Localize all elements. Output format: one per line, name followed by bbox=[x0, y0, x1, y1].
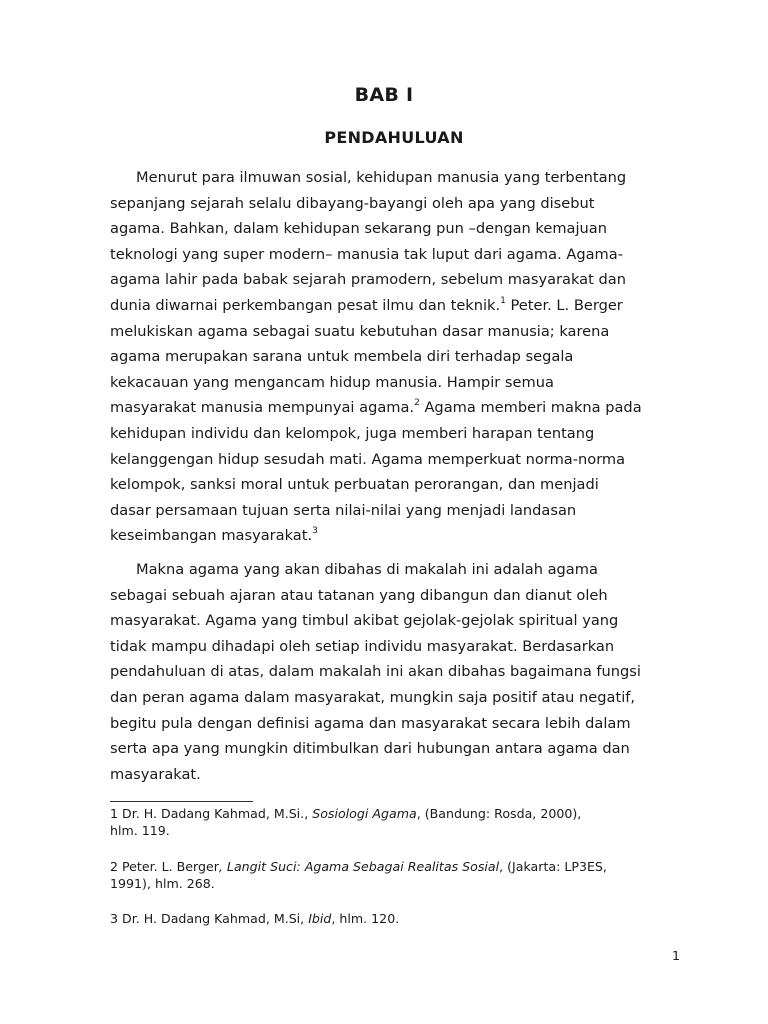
paragraph-line: melukiskan agama sebagai suatu kebutuhan dasar manusia; karena bbox=[110, 322, 610, 340]
paragraph-line: pendahuluan di atas, dalam makalah ini akan dibahas bagaimana fungsi bbox=[110, 663, 641, 681]
paragraph-line: agama merupakan sarana untuk membela diri terhadap segala bbox=[110, 348, 574, 366]
footnote-text: 2 Peter. L. Berger bbox=[110, 859, 219, 874]
paragraph-line: dan peran agama dalam masyarakat, mungkin saja positif atau negatif, bbox=[110, 688, 636, 706]
paragraph-line: masyarakat. Agama yang timbul akibat gejolak-gejolak spiritual yang bbox=[110, 612, 619, 630]
paragraph-line: teknologi yang super modern– manusia tak luput dari agama. Agama- bbox=[110, 245, 623, 263]
footnote-text: 3 Dr. H. Dadang Kahmad, M.Si, bbox=[110, 911, 309, 926]
paragraph-line: Menurut para ilmuwan sosial, kehidupan manusia yang terbentang bbox=[136, 169, 627, 186]
paragraph-line: kekacauan yang mengancam hidup manusia. Hampir semua bbox=[110, 373, 554, 391]
footnote-ref-1[interactable]: 1 bbox=[500, 296, 506, 307]
footnote-title: , Langit Suci: Agama Sebagai Realitas Sosial bbox=[218, 859, 500, 874]
paragraph-line bbox=[110, 293, 680, 319]
paragraph-2 bbox=[110, 557, 680, 787]
paragraph-line: dasar persamaan tujuan serta nilai-nilai yang menjadi landasan bbox=[110, 501, 577, 519]
paragraph-line: begitu pula dengan definisi agama dan masyarakat secara lebih dalam bbox=[110, 714, 631, 732]
footnote-line: hlm. 119. bbox=[110, 823, 170, 838]
footnote-text: , (Bandung: Rosda, 2000), bbox=[416, 806, 582, 821]
line-text: Agama memberi makna pada bbox=[419, 399, 642, 417]
paragraph-line: kelompok, sanksi moral untuk perbuatan perorangan, dan menjadi bbox=[110, 476, 599, 494]
footnote-line bbox=[110, 858, 670, 875]
paragraph-line: agama lahir pada babak sejarah pramodern, sebelum masyarakat dan bbox=[110, 271, 626, 289]
paragraph-line: sepanjang sejarah selalu dibayang-bayangi oleh apa yang disebut bbox=[110, 194, 595, 212]
paragraph-line: serta apa yang mungkin ditimbulkan dari hubungan antara agama dan bbox=[110, 740, 630, 758]
footnote-2 bbox=[110, 858, 670, 892]
paragraph-line: kelanggengan hidup sesudah mati. Agama memperkuat norma-norma bbox=[110, 450, 626, 468]
line-text: dunia diwarnai perkembangan pesat ilmu dan teknik. bbox=[110, 296, 501, 314]
footnote-text: , hlm. 120. bbox=[331, 911, 400, 926]
footnote-ref-3[interactable]: 3 bbox=[312, 526, 318, 537]
line-text: masyarakat manusia mempunyai agama. bbox=[110, 399, 415, 417]
footnote-title: Ibid bbox=[308, 911, 332, 926]
chapter-label: BAB I bbox=[354, 84, 414, 106]
paragraph-line: kehidupan individu dan kelompok, juga memberi harapan tentang bbox=[110, 424, 595, 442]
paragraph-line bbox=[110, 395, 680, 421]
footnote-ref-2[interactable]: 2 bbox=[414, 398, 420, 409]
footnote-1 bbox=[110, 805, 670, 839]
paragraph-line: masyarakat. bbox=[110, 765, 201, 783]
line-text: Peter. L. Berger bbox=[505, 296, 623, 314]
paragraph-line: sebagai sebuah ajaran atau tatanan yang dibangun dan dianut oleh bbox=[110, 586, 608, 604]
footnote-line bbox=[110, 910, 670, 927]
line-text: keseimbangan masyarakat. bbox=[110, 527, 313, 545]
section-title: PENDAHULUAN bbox=[324, 128, 464, 147]
paragraph-line: agama. Bahkan, dalam kehidupan sekarang pun –dengan kemajuan bbox=[110, 220, 607, 238]
footnote-text: , (Jakarta: LP3ES, bbox=[499, 859, 607, 874]
paragraph-line: Makna agama yang akan dibahas di makalah ini adalah agama bbox=[136, 561, 598, 578]
paragraph-line bbox=[110, 523, 680, 549]
paragraph-line: tidak mampu dihadapi oleh setiap individu masyarakat. Berdasarkan bbox=[110, 637, 615, 655]
footnote-separator bbox=[110, 801, 253, 802]
page-number: 1 bbox=[671, 948, 680, 963]
footnote-line: 1991), hlm. 268. bbox=[110, 876, 215, 891]
paragraph-1 bbox=[110, 165, 680, 549]
footnote-text: 1 Dr. H. Dadang Kahmad, M.Si., bbox=[110, 806, 313, 821]
footnote-3 bbox=[110, 910, 670, 927]
footnote-line bbox=[110, 805, 670, 822]
footnote-title: Sosiologi Agama bbox=[312, 806, 417, 821]
